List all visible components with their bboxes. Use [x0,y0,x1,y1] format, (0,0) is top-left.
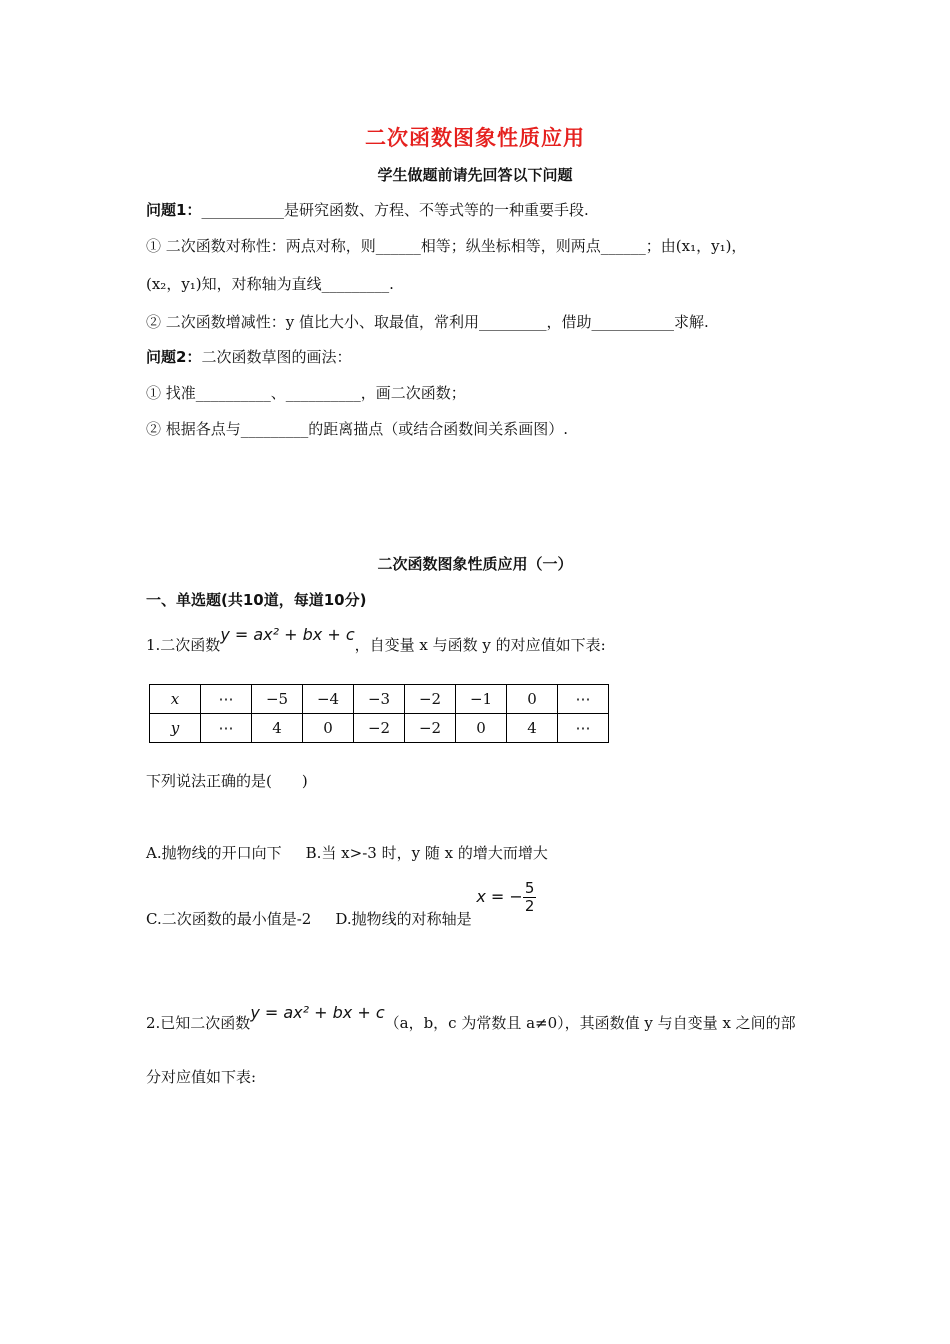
problem-1-formula: y = ax² + bx + c [220,625,355,644]
problem-1-options-cd [146,879,536,928]
problem-2-formula: y = ax² + bx + c [250,1003,385,1022]
question-2 [146,346,351,367]
problem-2-line-2: 分对应值如下表: [146,1068,257,1086]
question-2-item: ② 根据各点与_________的距离描点（或结合函数间关系画图）. [146,420,569,438]
option-d-formula [476,879,536,915]
problem-2-stem [146,1003,796,1033]
question-2-item: ① 找准__________、__________，画二次函数； [146,384,466,402]
problem-2-suffix: （a，b，c 为常数且 a≠0），其函数值 y 与自变量 x 之间的部 [384,1014,796,1032]
question-1-item: (x₂，y₁)知，对称轴为直线_________. [146,275,394,293]
question-1-text: ___________是研究函数、方程、不等式等的一种重要手段. [201,201,589,219]
table-cell: −2 [354,714,405,743]
page-title: 二次函数图象性质应用 [365,126,585,150]
table-cell: 0 [303,714,354,743]
option-d: D.抛物线的对称轴是 [335,910,472,928]
page-subtitle: 学生做题前请先回答以下问题 [377,166,573,184]
table-cell: −5 [252,685,303,714]
option-a: A.抛物线的开口向下 [146,844,282,862]
section-header: 一、单选题(共10道，每道10分) [146,591,367,609]
table-cell: ⋯ [558,685,609,714]
table-cell: −1 [456,685,507,714]
table-cell: 4 [252,714,303,743]
table-header-y: y [150,714,201,743]
problem-1-suffix: ，自变量 x 与函数 y 的对应值如下表: [354,636,606,654]
question-2-label: 问题2： [146,348,202,366]
table-row [150,685,609,714]
table-cell: −4 [303,685,354,714]
question-2-text: 二次函数草图的画法： [201,348,352,366]
question-1-label: 问题1： [146,201,202,219]
table-cell: ⋯ [558,714,609,743]
option-c: C.二次函数的最小值是-2 [146,910,312,928]
table-cell: ⋯ [201,685,252,714]
table-header-x: x [150,685,201,714]
question-1-item: ② 二次函数增减性：y 值比大小、取最值，常利用_________，借助___________求解. [146,313,709,331]
question-1-item: ① 二次函数对称性：两点对称，则______相等；纵坐标相等，则两点______；由(x₁，y₁)， [146,237,747,255]
fraction [523,880,537,915]
table-cell: −2 [405,714,456,743]
fraction-denominator: 2 [524,897,535,915]
table-row [150,714,609,743]
section-title: 二次函数图象性质应用（一） [377,555,573,573]
problem-1-stem [146,625,606,655]
problem-1-options-ab [146,842,548,863]
problem-1-prefix: 1.二次函数 [146,636,221,654]
option-d-lhs: x = − [476,887,523,906]
table-cell: −2 [405,685,456,714]
table-cell: 0 [456,714,507,743]
problem-1-question: 下列说法正确的是( ) [146,772,308,790]
fraction-numerator: 5 [524,879,535,897]
table-cell: −3 [354,685,405,714]
table-cell: 0 [507,685,558,714]
table-cell: ⋯ [201,714,252,743]
question-1 [146,199,589,220]
table-cell: 4 [507,714,558,743]
problem-2-prefix: 2.已知二次函数 [146,1014,251,1032]
value-table [149,684,609,743]
option-b: B.当 x>-3 时，y 随 x 的增大而增大 [305,844,548,862]
